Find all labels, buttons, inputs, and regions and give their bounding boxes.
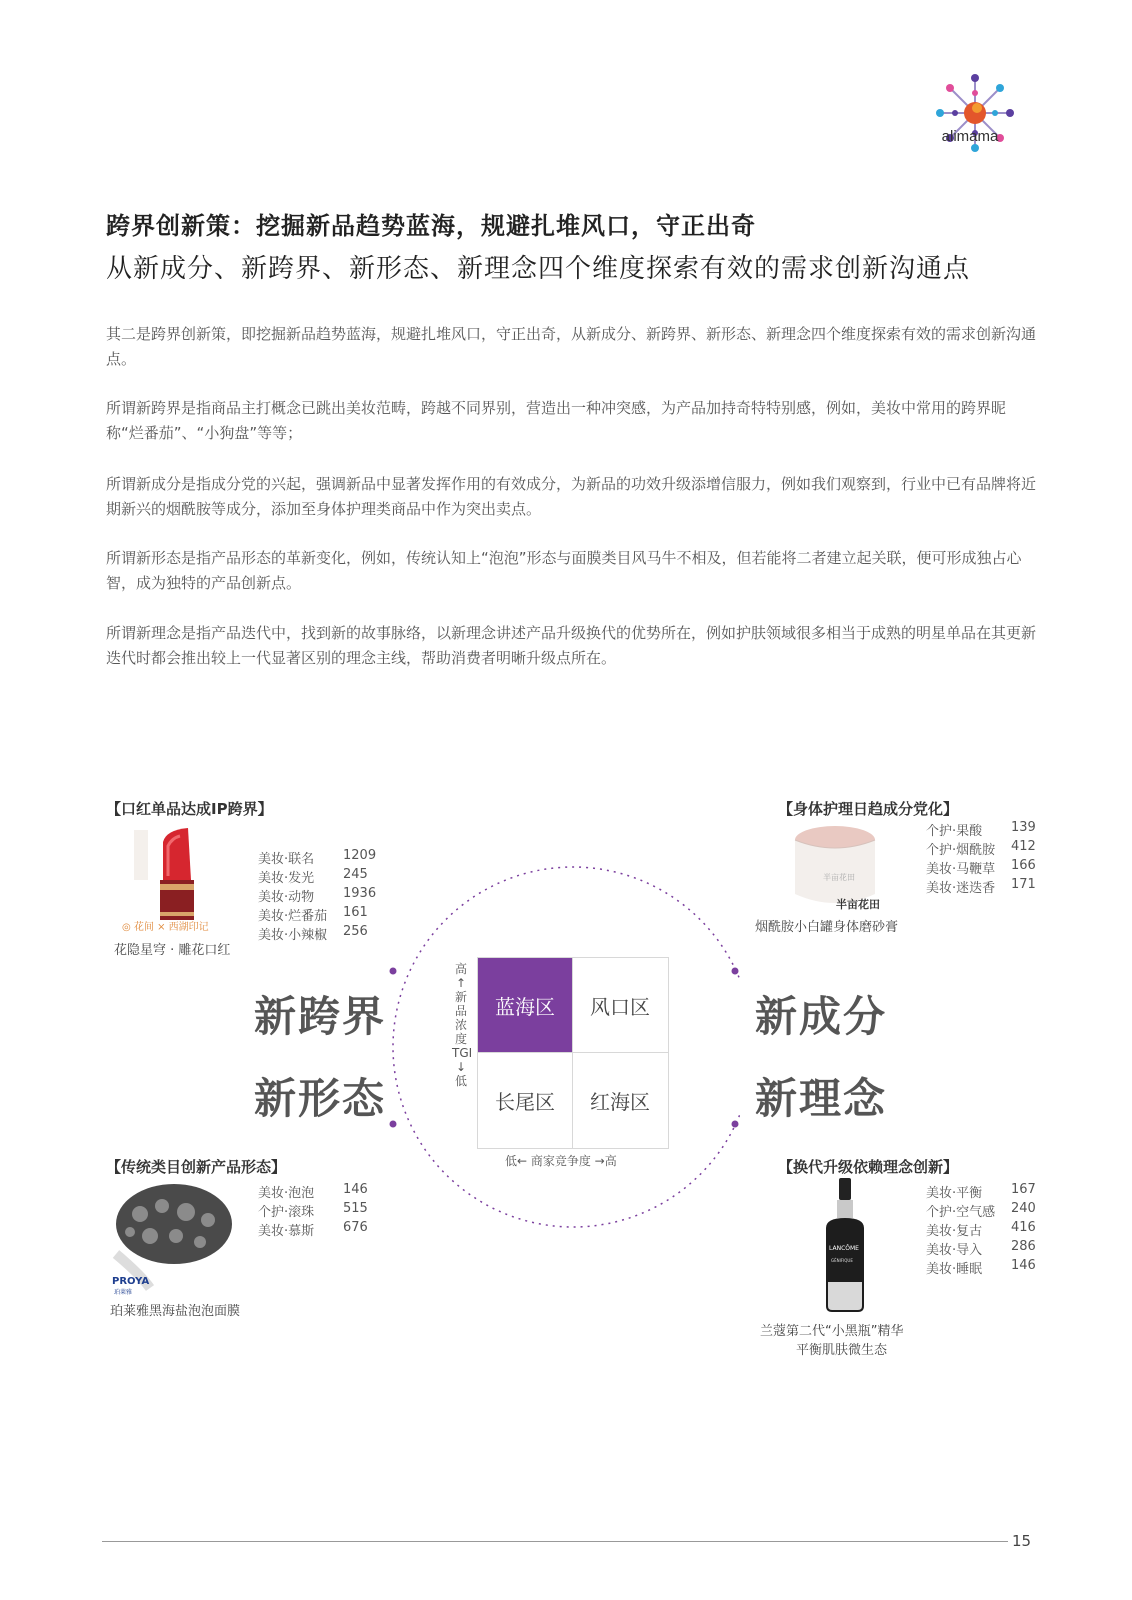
tag-value: 1209 xyxy=(343,848,377,863)
x-axis-label: 低← 商家竞争度 →高 xyxy=(505,1154,617,1168)
tag-label: 个护·滚珠 xyxy=(258,1205,315,1220)
tag-value: 412 xyxy=(1011,839,1036,854)
tag-row xyxy=(926,1220,1051,1239)
tag-label: 美妆·睡眠 xyxy=(926,1262,983,1277)
tag-row xyxy=(926,1201,1051,1220)
tag-row xyxy=(258,924,383,943)
product-caption: 珀莱雅黑海盐泡泡面膜 xyxy=(110,1304,241,1319)
section-title: 【传统类目创新产品形态】 xyxy=(106,1158,287,1176)
page-title: 跨界创新策：挖掘新品趋势蓝海，规避扎堆风口，守正出奇 xyxy=(106,212,756,240)
tag-label: 个护·空气感 xyxy=(926,1205,996,1220)
svg-text:GÉNIFIQUE: GÉNIFIQUE xyxy=(831,1258,853,1263)
tag-label: 美妆·慕斯 xyxy=(258,1224,315,1239)
dimension-cross-border: 新跨界 xyxy=(254,992,387,1041)
y-axis-label: 高↑ 新品浓度TGI ↓低 xyxy=(452,962,473,1088)
svg-text:半亩花田: 半亩花田 xyxy=(836,898,880,911)
quadrant-divider xyxy=(478,1052,668,1053)
tag-label: 美妆·发光 xyxy=(258,871,315,886)
tag-row xyxy=(926,877,1051,896)
svg-text:LANCÔME: LANCÔME xyxy=(829,1245,859,1252)
tag-table xyxy=(926,820,1051,896)
tag-label: 美妆·烂番茄 xyxy=(258,909,328,924)
quadrant-red-ocean: 红海区 xyxy=(590,1089,650,1114)
tag-row xyxy=(926,820,1051,839)
tag-label: 个护·果酸 xyxy=(926,824,983,839)
tag-label: 美妆·动物 xyxy=(258,890,315,905)
tag-value: 515 xyxy=(343,1201,368,1216)
tag-value: 146 xyxy=(1011,1258,1036,1273)
svg-text:◎ 花间 × 西湖印记: ◎ 花间 × 西湖印记 xyxy=(122,922,209,933)
quadrant-blue-ocean: 蓝海区 xyxy=(478,958,572,1052)
tag-label: 美妆·复古 xyxy=(926,1224,983,1239)
tag-row xyxy=(926,839,1051,858)
lipstick-image xyxy=(118,826,238,936)
tag-value: 256 xyxy=(343,924,368,939)
tag-row xyxy=(258,905,383,924)
product-caption: 兰蔻第二代“小黑瓶”精华 xyxy=(760,1324,904,1339)
paragraph: 其二是跨界创新策，即挖掘新品趋势蓝海，规避扎堆风口，守正出奇，从新成分、新跨界、新形态、新理念四个维度探索有效的需求创新沟通点。 xyxy=(106,325,1037,368)
quadrant-long-tail: 长尾区 xyxy=(495,1089,555,1114)
tag-value: 171 xyxy=(1011,877,1036,892)
tag-row xyxy=(926,1239,1051,1258)
product-caption: 烟酰胺小白罐身体磨砂膏 xyxy=(755,920,899,935)
tag-row xyxy=(258,1201,383,1220)
tag-row xyxy=(258,848,383,867)
tag-label: 美妆·迷迭香 xyxy=(926,881,996,896)
tag-value: 416 xyxy=(1011,1220,1036,1235)
bubble-mask-image xyxy=(110,1184,238,1296)
paragraph: 所谓新理念是指产品迭代中，找到新的故事脉络，以新理念讲述产品升级换代的优势所在，例如护肤领域很多相当于成熟的明星单品在其更新迭代时都会推出较上一代显著区别的理念主线，帮助消费者明晰升级点所在。 xyxy=(106,624,1037,667)
tag-label: 美妆·小辣椒 xyxy=(258,928,328,943)
page-subtitle: 从新成分、新跨界、新形态、新理念四个维度探索有效的需求创新沟通点 xyxy=(106,254,971,284)
section-title: 【换代升级依赖理念创新】 xyxy=(778,1158,959,1176)
tag-label: 美妆·泡泡 xyxy=(258,1186,315,1201)
quadrant-trend-window: 风口区 xyxy=(590,994,650,1019)
tag-row xyxy=(258,1220,383,1239)
tag-value: 676 xyxy=(343,1220,368,1235)
section-title: 【口红单品达成IP跨界】 xyxy=(106,800,273,818)
dimension-new-form: 新形态 xyxy=(254,1074,387,1123)
svg-text:半亩花田: 半亩花田 xyxy=(823,873,855,882)
dimension-new-concept: 新理念 xyxy=(755,1074,888,1123)
svg-text:珀莱雅: 珀莱雅 xyxy=(114,1289,133,1296)
tag-value: 146 xyxy=(343,1182,368,1197)
tag-row xyxy=(258,886,383,905)
tag-table xyxy=(258,848,383,943)
tag-label: 美妆·联名 xyxy=(258,852,315,867)
tag-value: 167 xyxy=(1011,1182,1036,1197)
tag-label: 美妆·平衡 xyxy=(926,1186,983,1201)
quadrant-divider xyxy=(572,958,573,1148)
product-caption: 花隐星穹 · 雕花口红 xyxy=(114,943,231,958)
paragraph: 所谓新跨界是指商品主打概念已跳出美妆范畴，跨越不同界别，营造出一种冲突感，为产品加持奇特特别感，例如，美妆中常用的跨界昵称“烂番茄”、“小狗盘”等等； xyxy=(106,399,1007,442)
tag-label: 个护·烟酰胺 xyxy=(926,843,996,858)
quadrant-matrix xyxy=(477,957,669,1149)
tag-table xyxy=(926,1182,1051,1277)
serum-bottle-image xyxy=(818,1178,872,1314)
dimension-new-ingredient: 新成分 xyxy=(755,992,888,1041)
tag-row xyxy=(258,1182,383,1201)
section-title: 【身体护理日趋成分党化】 xyxy=(778,800,959,818)
tag-label: 美妆·马鞭草 xyxy=(926,862,996,877)
tag-label: 美妆·导入 xyxy=(926,1243,983,1258)
tag-value: 245 xyxy=(343,867,368,882)
product-caption: 平衡肌肤微生态 xyxy=(796,1343,888,1358)
tag-table xyxy=(258,1182,383,1239)
tag-value: 286 xyxy=(1011,1239,1036,1254)
tag-value: 1936 xyxy=(343,886,377,901)
tag-row xyxy=(926,1182,1051,1201)
tag-value: 240 xyxy=(1011,1201,1036,1216)
scrub-jar-image xyxy=(790,816,890,916)
tag-row xyxy=(926,858,1051,877)
page-number: 15 xyxy=(1012,1532,1032,1550)
svg-text:PROYA: PROYA xyxy=(112,1276,150,1287)
tag-value: 139 xyxy=(1011,820,1036,835)
tag-row xyxy=(926,1258,1051,1277)
paragraph: 所谓新成分是指成分党的兴起，强调新品中显著发挥作用的有效成分，为新品的功效升级添增信服力，例如我们观察到，行业中已有品牌将近期新兴的烟酰胺等成分，添加至身体护理类商品中作为突出卖点。 xyxy=(106,475,1037,518)
tag-value: 161 xyxy=(343,905,368,920)
logo-text: alimama xyxy=(941,128,999,145)
tag-value: 166 xyxy=(1011,858,1036,873)
paragraph: 所谓新形态是指产品形态的革新变化，例如，传统认知上“泡泡”形态与面膜类目风马牛不相及，但若能将二者建立起关联，便可形成独占心智，成为独特的产品创新点。 xyxy=(106,549,1022,592)
tag-row xyxy=(258,867,383,886)
footer-divider xyxy=(102,1541,1008,1542)
